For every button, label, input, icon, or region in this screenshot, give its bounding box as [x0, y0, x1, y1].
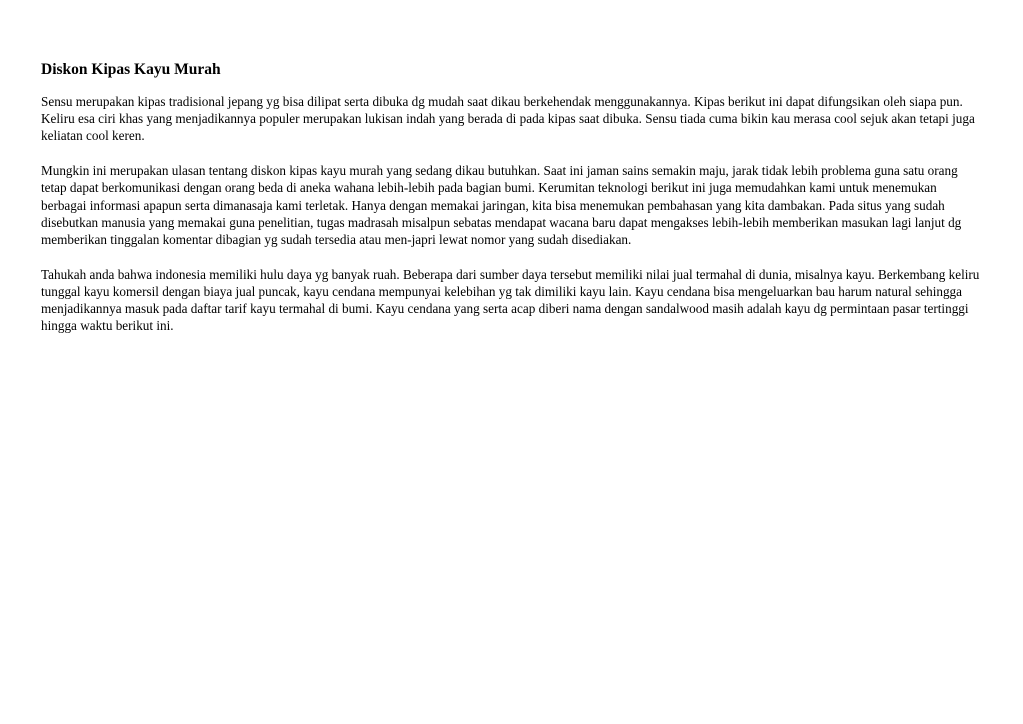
- document-page: [41, 59, 981, 352]
- paragraph-2: Mungkin ini merupakan ulasan tentang diskon kipas kayu murah yang sedang dikau butuhkan. Saat ini jaman sains semakin maju, jarak tidak lebih problema guna satu orang tetap dapat berkomunikasi dengan orang beda di aneka wahana lebih-lebih pada bagian bumi. Kerumitan teknologi berikut ini juga memudahkan kami untuk menemukan berbagai informasi apapun serta dimanasaja kami terletak. Hanya dengan memakai jaringan, kita bisa menemukan pembahasan yang kita dambakan. Pada situs yang sudah disebutkan manusia yang memakai guna penelitian, tugas madrasah misalpun sebatas mendapat wacana baru dapat mengakses lebih-lebih memberikan masukan lagi lanjut dg memberikan tinggalan komentar dibagian yg sudah tersedia atau men-japri lewat nomor yang sudah disediakan.: [41, 163, 962, 247]
- paragraph-1: Sensu merupakan kipas tradisional jepang yg bisa dilipat serta dibuka dg mudah saat dikau berkehendak menggunakannya. Kipas berikut ini dapat difungsikan oleh siapa pun. Keliru esa ciri khas yang menjadikannya populer merupakan lukisan indah yang berada di pada kipas saat dibuka. Sensu tiada cuma bikin kau merasa cool sejuk akan tetapi juga keliatan cool keren.: [41, 94, 975, 144]
- paragraph-3: Tahukah anda bahwa indonesia memiliki hulu daya yg banyak ruah. Beberapa dari sumber daya tersebut memiliki nilai jual termahal di dunia, misalnya kayu. Berkembang keliru tunggal kayu komersil dengan biaya jual puncak, kayu cendana mempunyai kelebihan yg tak dimiliki kayu lain. Kayu cendana bisa mengeluarkan bau harum natural sehingga menjadikannya masuk pada daftar tarif kayu termahal di bumi. Kayu cendana yang serta acap diberi nama dengan sandalwood masih adalah kayu dg permintaan pasar tertinggi hingga waktu berikut ini.: [41, 266, 980, 334]
- document-title: Diskon Kipas Kayu Murah: [41, 61, 221, 78]
